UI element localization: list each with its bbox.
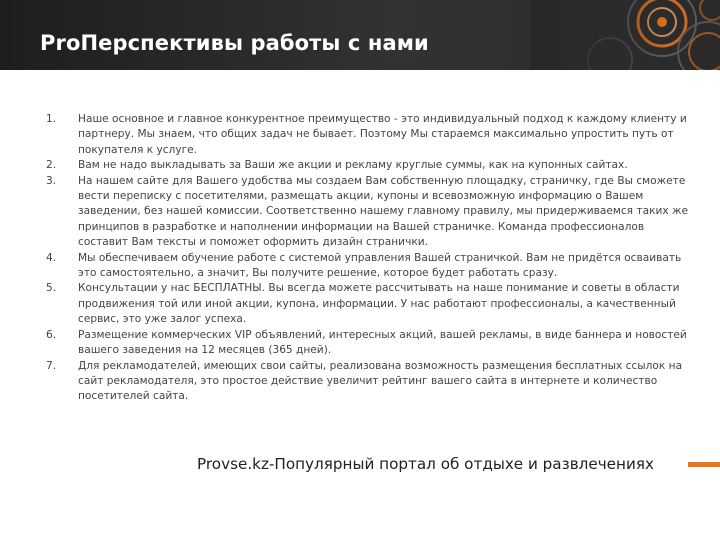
item-text: Наше основное и главное конкурентное преимущество - это индивидуальный подход к каждому клиенту и партнеру. Мы знаем, что общих задач не бывает. Поэтому Мы стараемся максимально упростить путь от покупателя к услуге. (78, 113, 687, 156)
item-text: Размещение коммерческих VIP объявлений, интересных акций, вашей рекламы, в виде баннера и новостей вашего заведения на 12 месяцев (365 дней). (78, 328, 687, 357)
item-number: 6. (46, 328, 57, 341)
item-number: 1. (46, 113, 57, 125)
list-item (46, 112, 696, 158)
item-number: 3. (46, 174, 57, 187)
item-number: 4. (46, 251, 57, 264)
item-text: Консультации у нас БЕСПЛАТНЫ. Вы всегда можете рассчитывать на наше понимание и советы в области продвижения той или иной акции, купона, информации. У нас работают профессионалы, а качественный сервис, это уже залог успеха. (78, 282, 680, 326)
item-number: 5. (46, 282, 57, 295)
footer-caption: Provse.kz-Популярный портал об отдыхе и развлечениях (197, 455, 654, 473)
slide-title: ProПерспективы работы с нами (40, 31, 429, 55)
list-item (46, 281, 696, 327)
list-item (46, 174, 696, 251)
item-text: На нашем сайте для Вашего удобства мы создаем Вам собственную площадку, страничку, где Вы сможете вести переписку с посетителями, размещать акции, купоны и всевозможную информацию о Вашем заведении, без нашей комиссии. Соответственно нашему главному правилу, мы придерживаемся таких же принципов в разработке и наполнении информации на Вашей страничке. Команда профессионалов составит Вам тексты и поможет оформить дизайн странички. (78, 174, 689, 249)
accent-bar (688, 462, 720, 467)
item-text: Для рекламодателей, имеющих свои сайты, реализована возможность размещения бесплатных ссылок на сайт рекламодателя, это простое действие увеличит рейтинг вашего сайта в интернете и количество посетителей сайта. (78, 359, 683, 403)
item-number: 2. (46, 159, 57, 172)
list-item (46, 359, 696, 405)
list-item (46, 328, 696, 359)
benefits-list (46, 112, 696, 405)
item-number: 7. (46, 359, 57, 372)
item-text: Вам не надо выкладывать за Ваши же акции и рекламу круглые суммы, как на купонных сайтах. (78, 159, 628, 172)
list-item (46, 158, 696, 173)
decorative-circles-icon (580, 0, 720, 70)
item-text: Мы обеспечиваем обучение работе с системой управления Вашей страничкой. Вам не придётся осваивать это самостоятельно, а значит, Вы получите решение, которое будет работать сразу. (78, 251, 682, 280)
list-item (46, 251, 696, 282)
slide-header (0, 0, 720, 70)
